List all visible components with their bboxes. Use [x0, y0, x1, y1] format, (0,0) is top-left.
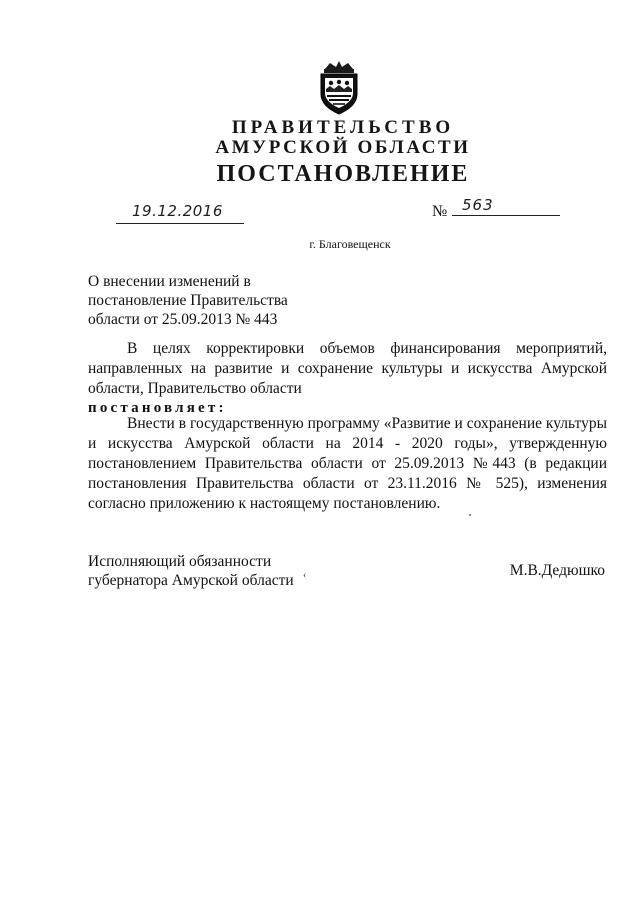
scan-mark: ‹ [303, 570, 307, 581]
subject-line: постановление Правительства [88, 292, 288, 309]
signatory-title-line: губернатора Амурской области [88, 572, 294, 589]
resolution-line: постановлением Правительства области от 25.09.2013 №443 (в редакции [88, 455, 607, 472]
scan-speck [469, 514, 471, 516]
number-underline [452, 215, 560, 216]
coat-of-arms-icon [317, 58, 361, 116]
subject-line: О внесении изменений в [88, 273, 251, 290]
signatory-name: М.В.Дедюшко [509, 562, 605, 579]
preamble-line: направленных на развитие и сохранение культуры и искусства Амурской [88, 360, 607, 377]
resolve-word: постановляет: [88, 400, 227, 416]
number-label: № [432, 203, 448, 220]
resolution-paragraph [88, 414, 607, 514]
resolution-line: согласно приложению к настоящему постановлению. [88, 495, 441, 512]
handwritten-date: 19.12.2016 [132, 202, 223, 220]
signatory-title [88, 552, 294, 590]
region-title: АМУРСКОЙ ОБЛАСТИ [215, 137, 471, 158]
preamble-paragraph [88, 339, 607, 399]
date-underline [116, 223, 244, 224]
handwritten-number: 563 [462, 196, 494, 214]
resolution-line: постановления Правительства области от 23.11.2016 № 525), изменения [88, 475, 607, 492]
city-line: г. Благовещенск [309, 237, 391, 251]
preamble-line: В целях корректировки объемов финансирования мероприятий, [127, 340, 607, 357]
resolution-line: Внести в государственную программу «Развитие и сохранение культуры [127, 415, 607, 432]
government-title: ПРАВИТЕЛЬСТВО [231, 117, 455, 138]
signatory-title-line: Исполняющий обязанности [88, 553, 272, 570]
subject-block [88, 272, 288, 329]
resolution-line: и искусства Амурской области на 2014 - 2020 годы», утвержденную [88, 435, 607, 452]
document-type-title: ПОСТАНОВЛЕНИЕ [216, 161, 470, 187]
preamble-line: области, Правительство области [88, 380, 302, 397]
subject-line: области от 25.09.2013 № 443 [88, 311, 278, 328]
